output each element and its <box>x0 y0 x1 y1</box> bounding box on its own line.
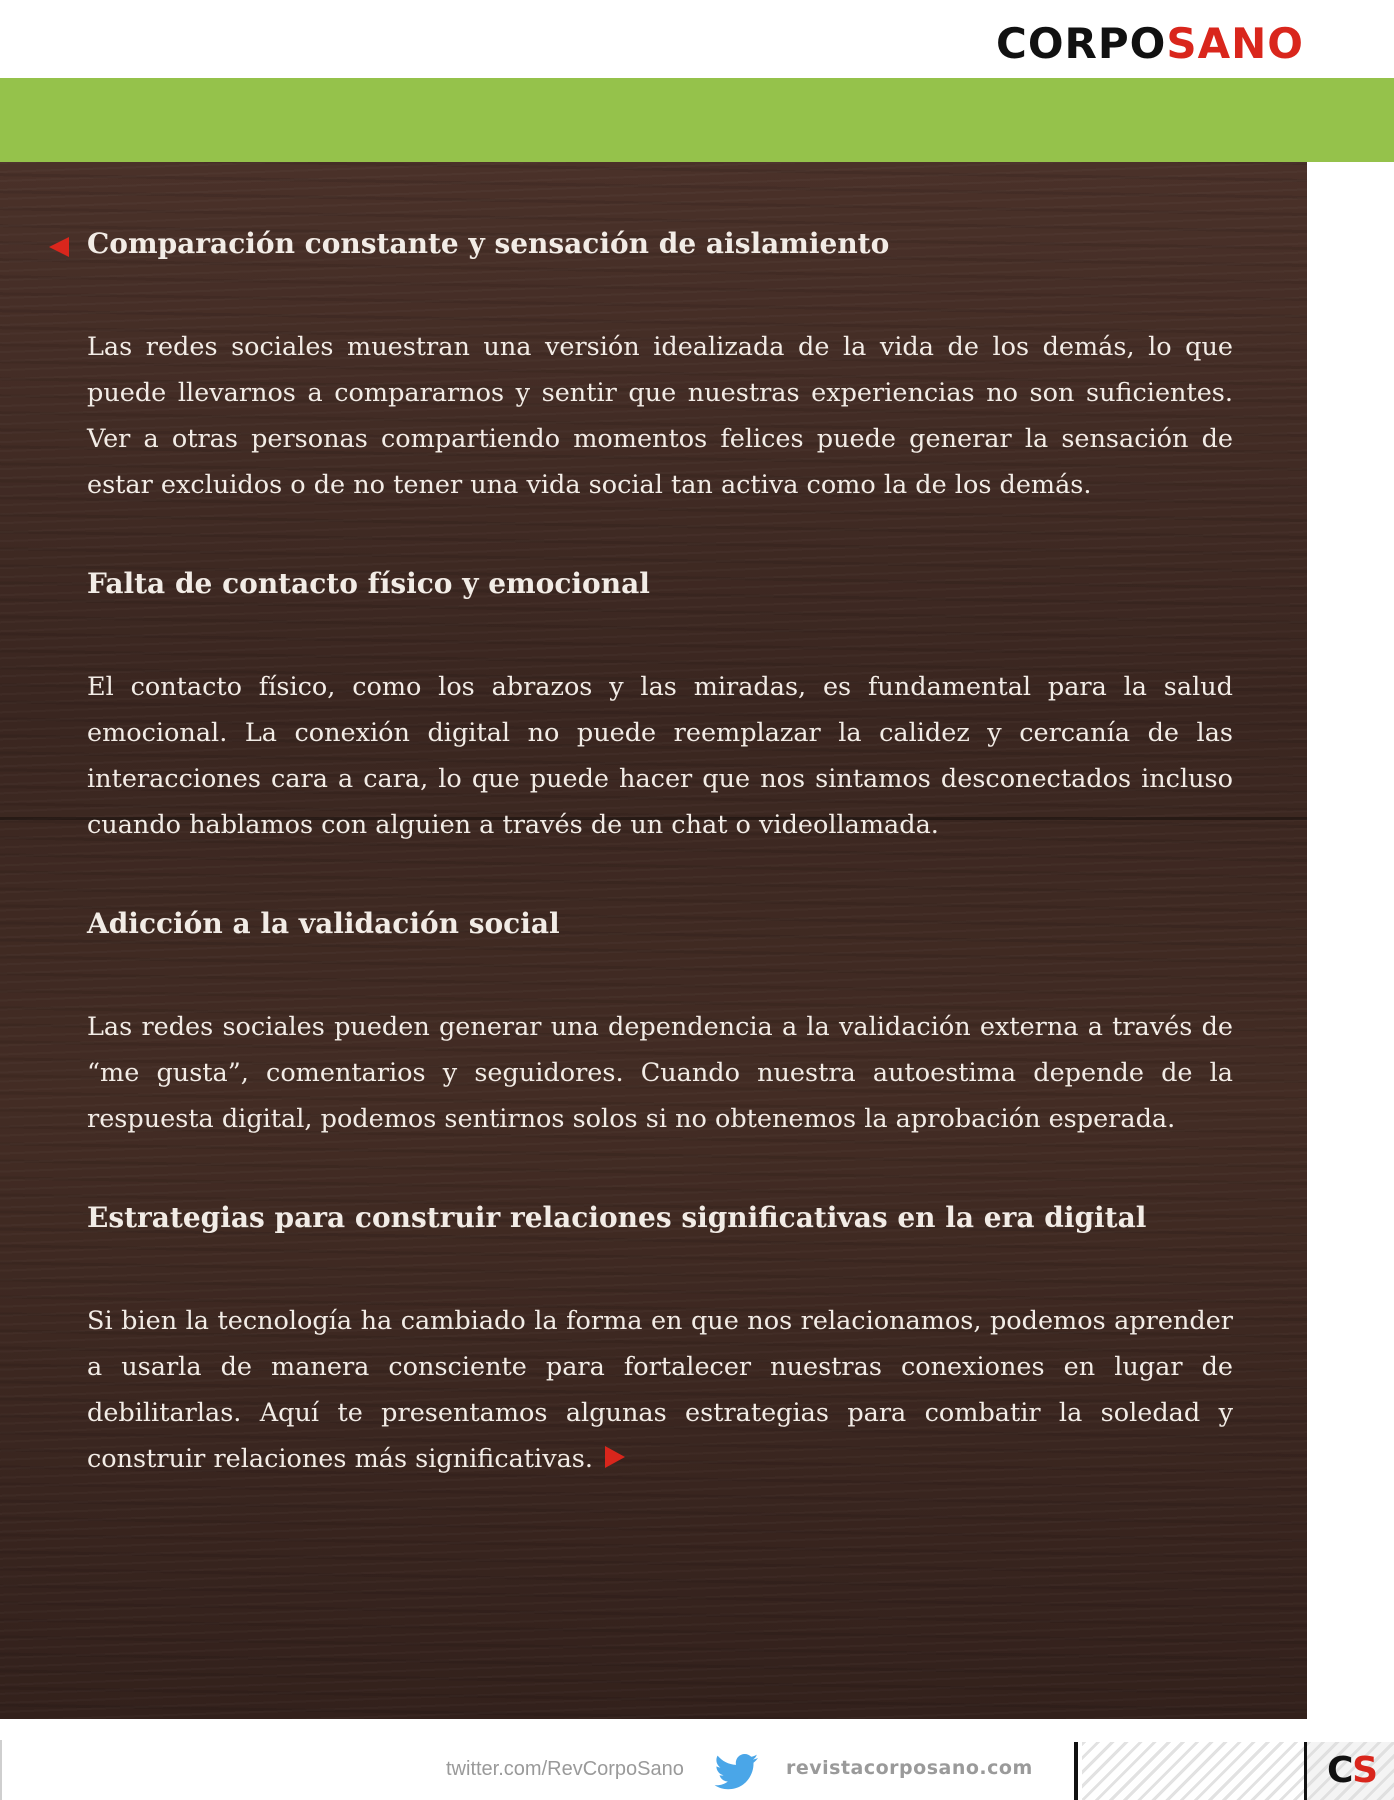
article-panel <box>0 162 1307 1719</box>
section-heading-1-text: Comparación constante y sensación de aislamiento <box>87 227 890 260</box>
logo-corpo: CORPO <box>996 19 1167 68</box>
section-paragraph-4 <box>87 1298 1233 1482</box>
left-triangle-icon[interactable] <box>49 237 69 257</box>
header-green-bar <box>0 78 1394 162</box>
twitter-link[interactable]: twitter.com/RevCorpoSano <box>446 1758 684 1780</box>
section-heading-4: Estrategias para construir relaciones significativas en la era digital <box>87 1201 1147 1234</box>
section-heading-3: Adicción a la validación social <box>87 907 560 940</box>
section-heading-2: Falta de contacto físico y emocional <box>87 567 650 600</box>
logo-sano: SANO <box>1166 19 1304 68</box>
website-link[interactable]: revistacorposano.com <box>786 1757 1033 1779</box>
article-content <box>87 224 1233 1482</box>
footer-stripe-pattern <box>1082 1742 1304 1800</box>
corposano-logo <box>996 20 1304 68</box>
footer-divider <box>1074 1742 1078 1800</box>
cs-logo: CS <box>1327 1750 1377 1791</box>
section-heading-1 <box>87 224 1233 264</box>
right-triangle-icon[interactable] <box>605 1446 625 1468</box>
section-paragraph-1: Las redes sociales muestran una versión idealizada de la vida de los demás, lo que puede llevarnos a compararnos y sentir que nuestras experiencias no son suficientes. Ver a otras personas compartiendo momentos felices puede generar la sensación de estar excluidos o de no tener una vida social tan activa como la de los demás. <box>87 332 1233 500</box>
section-paragraph-2: El contacto físico, como los abrazos y las miradas, es fundamental para la salud emocional. La conexión digital no puede reemplazar la calidez y cercanía de las interacciones cara a cara, lo que puede hacer que nos sintamos desconectados incluso cuando hablamos con alguien a través de un chat o videollamada. <box>87 672 1233 840</box>
section-paragraph-3: Las redes sociales pueden generar una dependencia a la validación externa a través de “me gusta”, comentarios y seguidores. Cuando nuestra autoestima depende de la respuesta digital, podemos sentirnos solos si no obtenemos la aprobación esperada. <box>87 1012 1233 1134</box>
footer-edge-line <box>0 1740 2 1800</box>
twitter-bird-icon[interactable] <box>712 1752 760 1796</box>
section-paragraph-4-text: Si bien la tecnología ha cambiado la forma en que nos relacionamos, podemos aprender a usarla de manera consciente para fortalecer nuestras conexiones en lugar de debilitarlas. Aquí te presentamos algunas estrategias para combatir la soledad y construir relaciones más significativas. <box>87 1306 1233 1474</box>
cs-badge <box>1307 1742 1394 1800</box>
page-footer <box>0 1740 1394 1800</box>
